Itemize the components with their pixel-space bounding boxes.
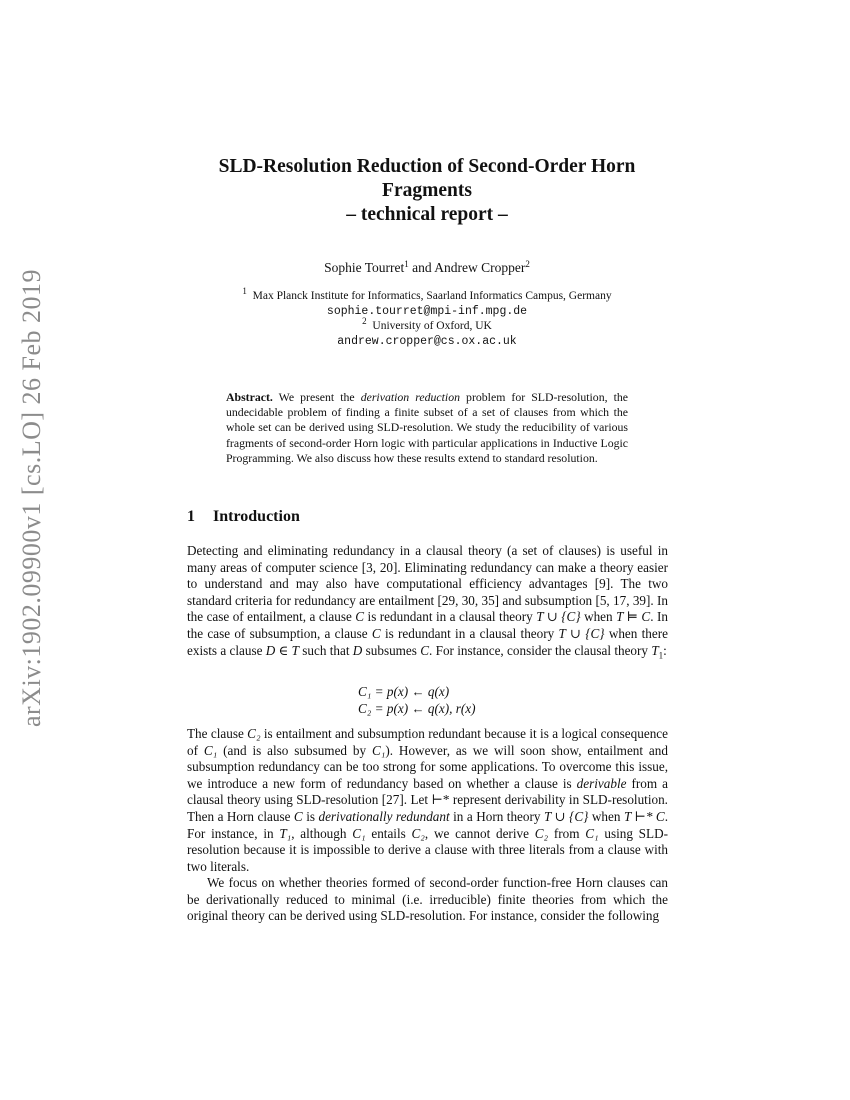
intro-paragraph-2 (187, 726, 668, 875)
p2-text-l: entails (365, 825, 412, 841)
section-title: Introduction (213, 508, 300, 525)
math-C2: C₂ (247, 726, 261, 741)
p1-text-c: when (580, 609, 617, 625)
p2-text-b: is entailment and subsumption redundant because it is a logical consequence of (187, 726, 668, 758)
p1-text-g: such that (298, 642, 353, 658)
math-C: C (371, 625, 381, 641)
author-1-mark: 1 (404, 259, 409, 269)
p2-text-a: The clause (187, 726, 248, 741)
p2-text-f: represent derivability in SLD-resolution. Then a Horn clause (187, 792, 668, 824)
p2-text-e: from a clausal theory using SLD-resolution [27]. Let (187, 775, 668, 808)
math-C1: C₁ (585, 825, 599, 841)
math-T1-subscript: 1 (658, 650, 664, 661)
section-heading (187, 508, 300, 526)
equations (358, 683, 475, 717)
p1-text-d: . In the case of subsumption, a clause (187, 609, 668, 641)
affiliation-1-email[interactable]: sophie.tourret@mpi-inf.mpg.de (326, 305, 528, 318)
math-T-union-C: T ∪ {C} (536, 609, 581, 625)
math-D: D (352, 642, 363, 658)
p2-text-i: when (588, 808, 624, 824)
author-line (200, 259, 654, 277)
author-2: Andrew Cropper (434, 260, 526, 275)
p2-text-m: , we cannot derive (424, 825, 535, 841)
affiliation-2-name: University of Oxford, UK (372, 320, 492, 332)
title-line-2: Fragments (382, 180, 472, 201)
p2-text-n: from (548, 825, 586, 841)
p1-text-h: subsumes (362, 642, 421, 658)
author-2-mark: 2 (525, 259, 530, 269)
affiliation-1-name: Max Planck Institute for Informatics, Saarland Informatics Campus, Germany (252, 290, 612, 302)
equation-2: C₂ = p(x) ← q(x), r(x) (358, 701, 476, 716)
math-T-union-C: T ∪ {C} (543, 808, 589, 824)
abstract-text-1: We present the (272, 390, 361, 404)
p2-text-o: using SLD-resolution because it is impossible to derive a clause with three literals from a clause with two literals. (187, 825, 668, 874)
intro-paragraph-1 (187, 543, 668, 664)
emphasis-derivable: derivable (576, 775, 627, 791)
author-1: Sophie Tourret (324, 260, 405, 275)
p2-text-g: is (302, 808, 319, 824)
p1-text-f: when there exists a clause (187, 625, 668, 658)
math-T-entails-C: T ⊨ C (616, 609, 651, 625)
p2-text-j: . For instance, in (187, 808, 669, 841)
math-C2: C₂ (534, 825, 549, 841)
math-derives: ⊢* (431, 792, 450, 808)
math-C: C (293, 808, 303, 824)
affiliations (200, 286, 654, 349)
math-C2: C₂ (411, 825, 425, 841)
math-C1: C₁ (352, 825, 366, 841)
p1-text-e: is redundant in a clausal theory (380, 625, 559, 641)
math-T1: T (651, 642, 659, 658)
arxiv-stamp (12, 268, 52, 728)
math-C1: C₁ (203, 742, 218, 758)
math-T-derives-C: T ⊢* C (623, 808, 665, 824)
affiliation-1-mark: 1 (242, 286, 247, 296)
p1-text-b: is redundant in a clausal theory (364, 609, 537, 625)
math-T1: T₁ (279, 825, 292, 841)
paper-title (200, 155, 654, 227)
title-line-1: SLD-Resolution Reduction of Second-Order Horn (218, 156, 636, 177)
arxiv-stamp-text: arXiv:1902.09900v1 [cs.LO] 26 Feb 2019 (17, 268, 46, 728)
p1-text-a: Detecting and eliminating redundancy in a clausal theory (a set of clauses) is useful in many areas of computer science [3, 20]. Eliminating redundancy can make a theory easier to understand and may also have computational efficiency advantages [9]. The two standard criteria for redundancy are entailment [29, 30, 35] and subsumption [5, 17, 39]. In the case of entailment, a clause (187, 543, 668, 625)
math-C: C (355, 609, 365, 625)
math-C1: C₁ (371, 742, 386, 758)
author-and: and (412, 260, 432, 275)
affiliation-2-email[interactable]: andrew.cropper@cs.ox.ac.uk (337, 335, 517, 348)
p1-text-i: . For instance, consider the clausal theory (429, 642, 652, 658)
math-T-union-C: T ∪ {C} (558, 625, 605, 641)
emphasis-derivationally-redundant: derivationally redundant (318, 808, 450, 824)
affiliation-1 (200, 286, 654, 304)
affiliation-2 (200, 316, 654, 334)
abstract-label: Abstract. (226, 390, 273, 404)
p2-text-d: ). However, as we will soon show, entailment and subsumption redundancy can be too strong for some applications. To overcome this issue, we introduce a new form of redundancy based on whether a clause is (187, 742, 668, 791)
section-number: 1 (187, 508, 195, 525)
p2-text-h: in a Horn theory (449, 808, 544, 824)
intro-paragraph-3 (187, 875, 668, 925)
abstract-emphasis: derivation reduction (360, 390, 461, 404)
title-line-3: – technical report – (346, 204, 508, 225)
abstract-text-2: problem for SLD-resolution, the undecidable problem of finding a finite subset of a set of clauses from which the whole set can be derived using SLD-resolution. We study the reducibility of various fragments of second-order Horn logic with particular applications in Inductive Logic Programming. We also discuss how these results extend to standard resolution. (226, 390, 628, 465)
p2-text-k: , although (291, 825, 353, 841)
equation-1: C₁ = p(x) ← q(x) (358, 684, 450, 699)
p1-text-j: : (663, 642, 667, 658)
affiliation-2-mark: 2 (362, 316, 367, 326)
math-D-in-T: D ∈ T (265, 642, 299, 658)
p2-text-c: (and is also subsumed by (217, 742, 372, 758)
p3-text: We focus on whether theories formed of second-order function-free Horn clauses can be derivationally reduced to minimal (i.e. irreducible) finite theories from which the original theory can be derived using SLD-resolution. For instance, consider the following (187, 875, 668, 924)
abstract (226, 390, 628, 466)
math-C: C (420, 642, 430, 658)
